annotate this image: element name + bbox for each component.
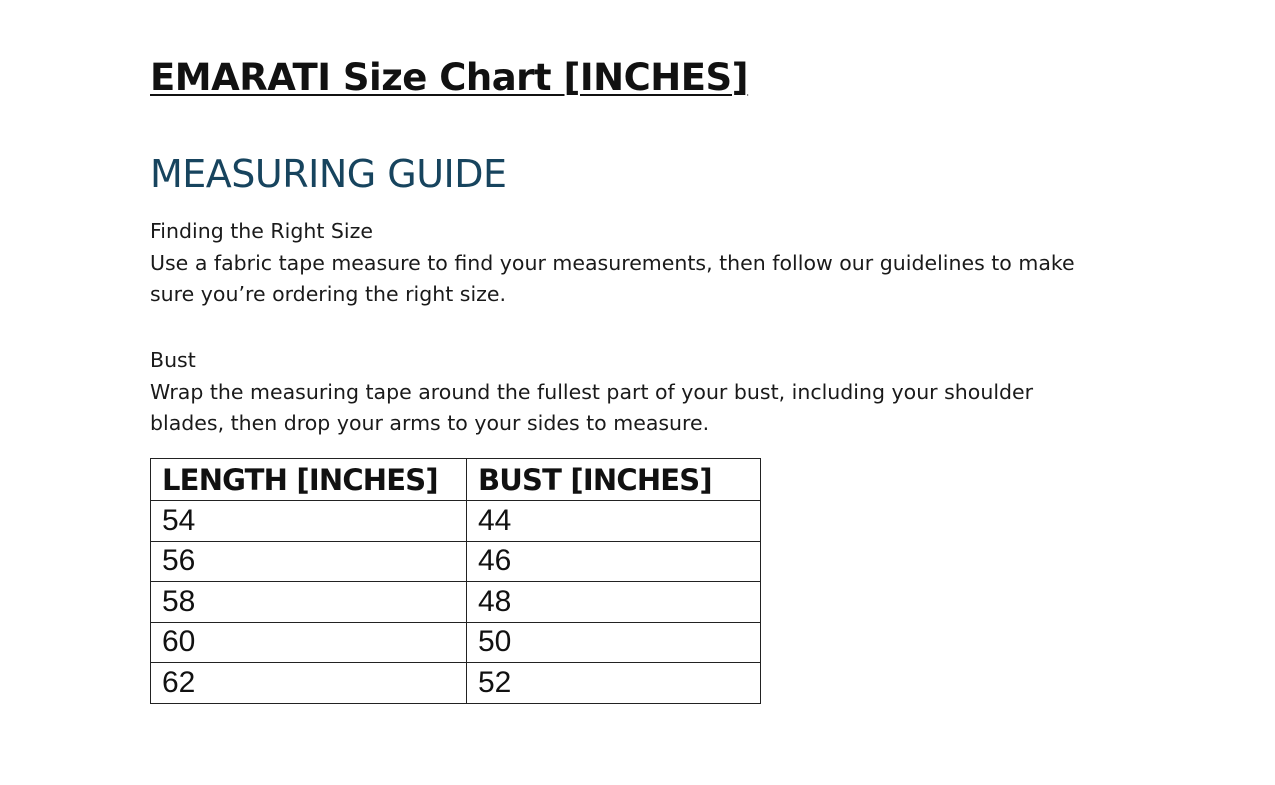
header-length: LENGTH [INCHES] xyxy=(151,459,467,501)
size-chart-table xyxy=(150,458,761,704)
cell-bust: 44 xyxy=(467,501,761,542)
cell-length: 62 xyxy=(151,663,467,704)
bust-paragraph xyxy=(150,345,1110,440)
page-title: EMARATI Size Chart [INCHES] xyxy=(150,56,749,99)
bust-text-line: Wrap the measuring tape around the fullest part of your bust, including your shoulder xyxy=(150,379,1034,404)
table-header-row xyxy=(151,459,761,501)
finding-size-text-line: Use a fabric tape measure to find your measurements, then follow our guidelines to make xyxy=(150,250,1075,275)
table-row xyxy=(151,541,761,582)
header-bust: BUST [INCHES] xyxy=(467,459,761,501)
finding-size-heading: Finding the Right Size xyxy=(150,219,373,243)
table-row xyxy=(151,582,761,623)
cell-bust: 48 xyxy=(467,582,761,623)
cell-bust: 52 xyxy=(467,663,761,704)
bust-heading: Bust xyxy=(150,348,196,372)
cell-length: 60 xyxy=(151,622,467,663)
section-heading-measuring-guide: MEASURING GUIDE xyxy=(150,152,507,196)
cell-length: 58 xyxy=(151,582,467,623)
table-row xyxy=(151,663,761,704)
finding-size-paragraph xyxy=(150,216,1110,311)
table-row xyxy=(151,622,761,663)
document-page xyxy=(150,0,1130,785)
bust-text-line: blades, then drop your arms to your sides to measure. xyxy=(150,411,710,435)
table-row xyxy=(151,501,761,542)
cell-bust: 46 xyxy=(467,541,761,582)
cell-length: 56 xyxy=(151,541,467,582)
finding-size-text-line: sure you’re ordering the right size. xyxy=(150,282,507,306)
cell-bust: 50 xyxy=(467,622,761,663)
cell-length: 54 xyxy=(151,501,467,542)
